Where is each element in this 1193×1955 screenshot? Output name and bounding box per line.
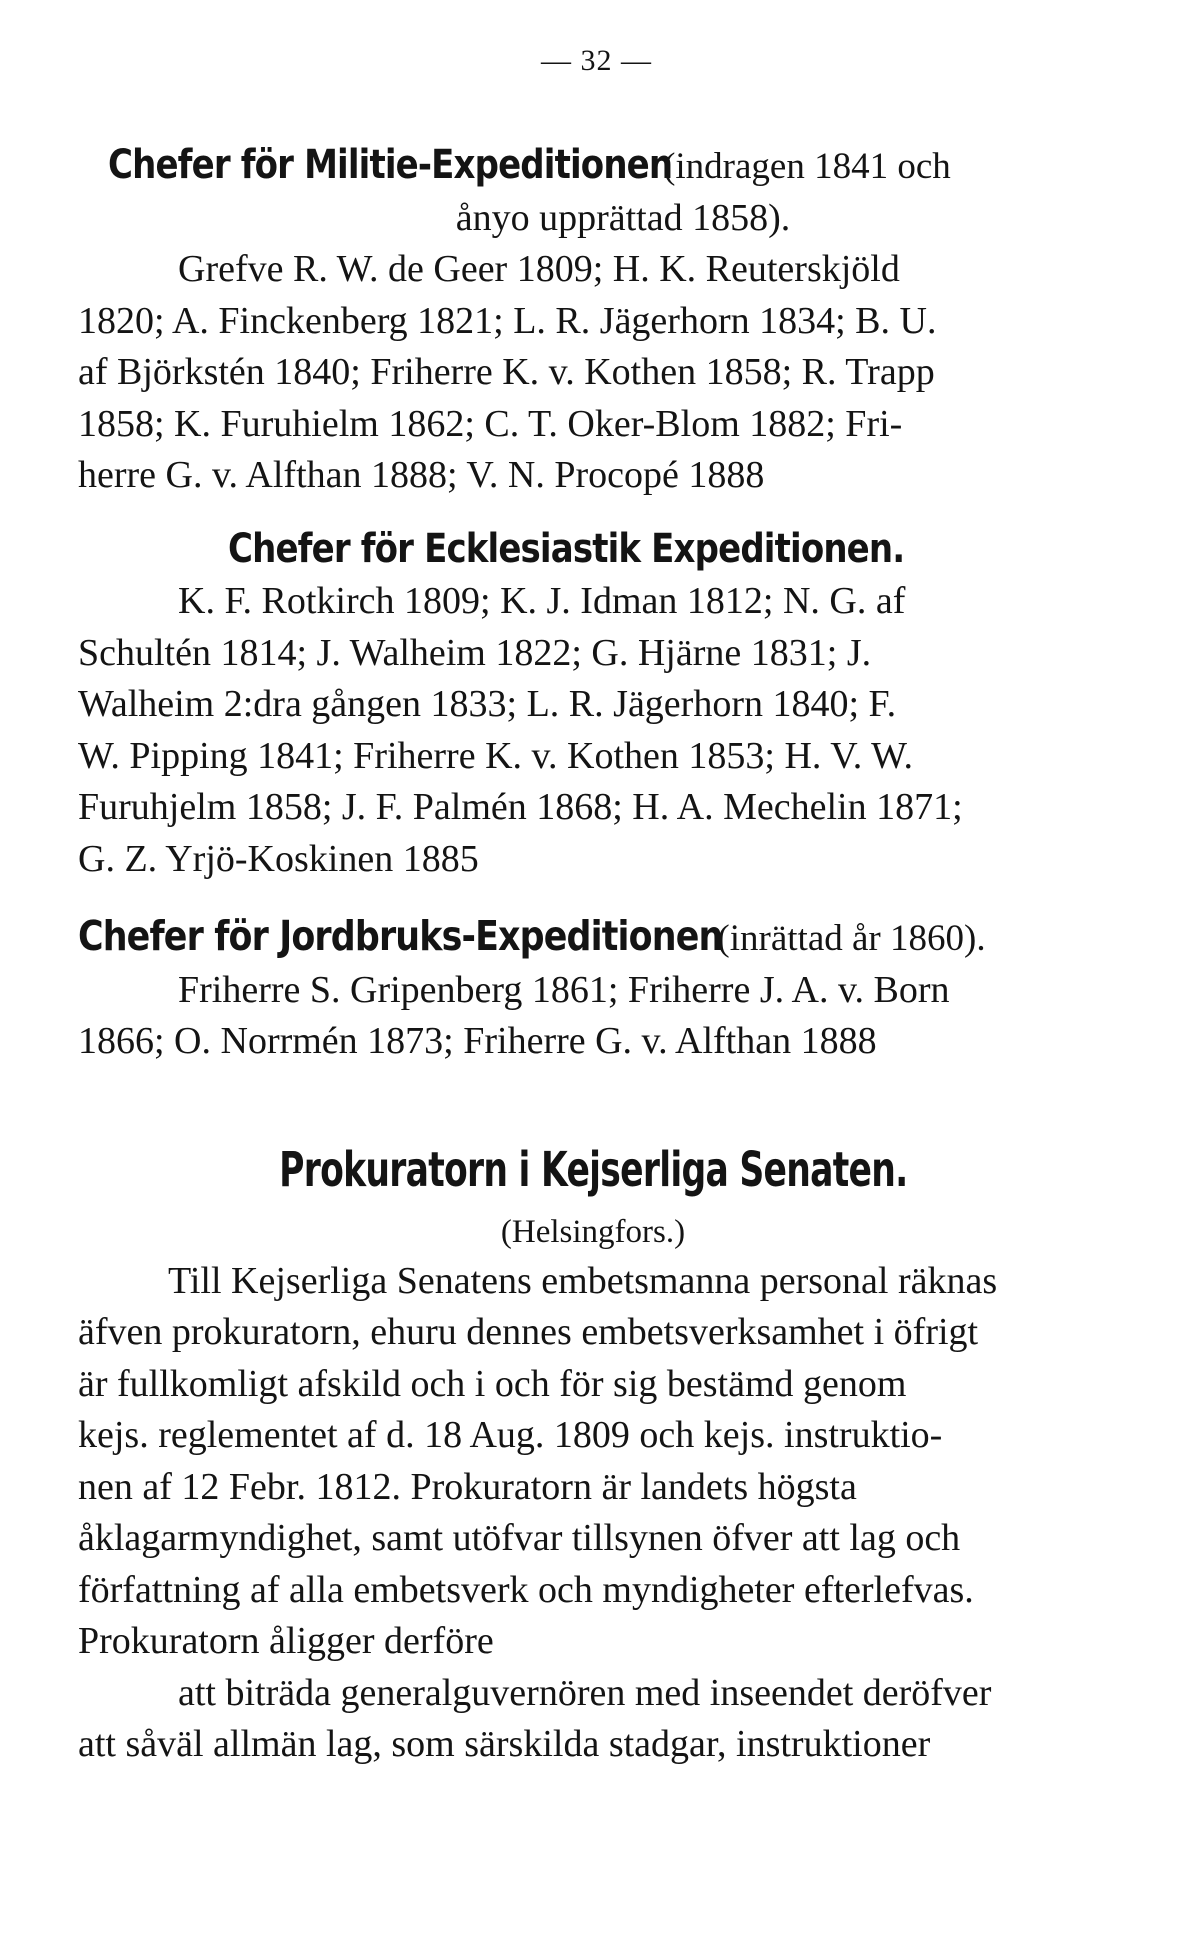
prokuratorn-line: äfven prokuratorn, ehuru dennes embetsverksamhet i öfrigt [78,1311,979,1353]
text-column [78,140,1108,1771]
prokuratorn-line: Prokuratorn åligger derföre [78,1620,494,1662]
prokuratorn-line: att såväl allmän lag, som särskilda stadgar, instruktioner [78,1723,931,1765]
militie-line: herre G. v. Alfthan 1888; V. N. Procopé 1888 [78,454,765,496]
prokuratorn-line: författning af alla embetsverk och myndigheter efterlefvas. [78,1568,974,1611]
ecklesiastik-line: Walheim 2:dra gången 1833; L. R. Jägerhorn 1840; F. [78,683,897,725]
prokuratorn-line: är fullkomligt afskild och i och för sig bestämd genom [78,1362,907,1405]
ecklesiastik-line: K. F. Rotkirch 1809; K. J. Idman 1812; N. G. af [178,580,906,622]
prokuratorn-heading-wrap [78,1140,1108,1200]
militie-line: af Björkstén 1840; Friherre K. v. Kothen 1858; R. Trapp [78,351,935,393]
ecklesiastik-section [78,524,1108,886]
militie-line: 1858; K. Furuhielm 1862; C. T. Oker-Blom 1882; Fri- [78,402,903,445]
prokuratorn-line: kejs. reglementet af d. 18 Aug. 1809 och kejs. instruktio- [78,1414,943,1456]
militie-line: 1820; A. Finckenberg 1821; L. R. Jägerhorn 1834; B. U. [78,299,937,342]
prokuratorn-line: åklagarmyndighet, samt utöfvar tillsynen öfver att lag och [78,1517,961,1559]
prokuratorn-subheading: (Helsingfors.) [500,1213,686,1250]
ecklesiastik-line: Furuhjelm 1858; J. F. Palmén 1868; H. A. Mechelin 1871; [78,786,963,828]
jordbruks-line: 1866; O. Norrmén 1873; Friherre G. v. Alfthan 1888 [78,1020,877,1062]
ecklesiastik-heading: Chefer för Ecklesiastik Expeditionen. [228,525,905,572]
jordbruks-line: Friherre S. Gripenberg 1861; Friherre J. A. v. Born [178,968,950,1011]
page-number: — 32 — [541,44,652,77]
militie-section [78,140,1108,502]
prokuratorn-line: nen af 12 Febr. 1812. Prokuratorn är landets högsta [78,1465,857,1508]
jordbruks-heading-note: (inrättad år 1860). [708,918,986,959]
ecklesiastik-line: Schultén 1814; J. Walheim 1822; G. Hjärne 1831; J. [78,631,872,674]
spacer [78,885,1108,911]
ecklesiastik-line: W. Pipping 1841; Friherre K. v. Kothen 1853; H. V. W. [78,734,913,777]
militie-line: Grefve R. W. de Geer 1809; H. K. Reuterskjöld [178,248,900,290]
spacer [78,502,1108,524]
militie-heading-line [78,140,1108,193]
jordbruks-heading-line [78,911,1108,965]
jordbruks-section [78,911,1108,1068]
ecklesiastik-heading-line [78,524,1108,577]
ecklesiastik-line: G. Z. Yrjö-Koskinen 1885 [78,837,479,880]
prokuratorn-section [78,1140,1108,1771]
jordbruks-heading: Chefer för Jordbruks-Expeditionen [78,912,723,960]
militie-heading: Chefer för Militie-Expeditionen [108,142,673,188]
prokuratorn-line: Till Kejserliga Senatens embetsmanna personal räknas [168,1259,998,1302]
militie-heading-note-cont: ånyo upprättad 1858). [455,196,791,239]
militie-heading-note: (indragen 1841 och [653,146,951,187]
prokuratorn-line: att biträda generalguvernören med inseendet deröfver [178,1671,992,1714]
spacer [78,1068,1108,1140]
prokuratorn-heading: Prokuratorn i Kejserliga Senaten. [278,1141,908,1198]
